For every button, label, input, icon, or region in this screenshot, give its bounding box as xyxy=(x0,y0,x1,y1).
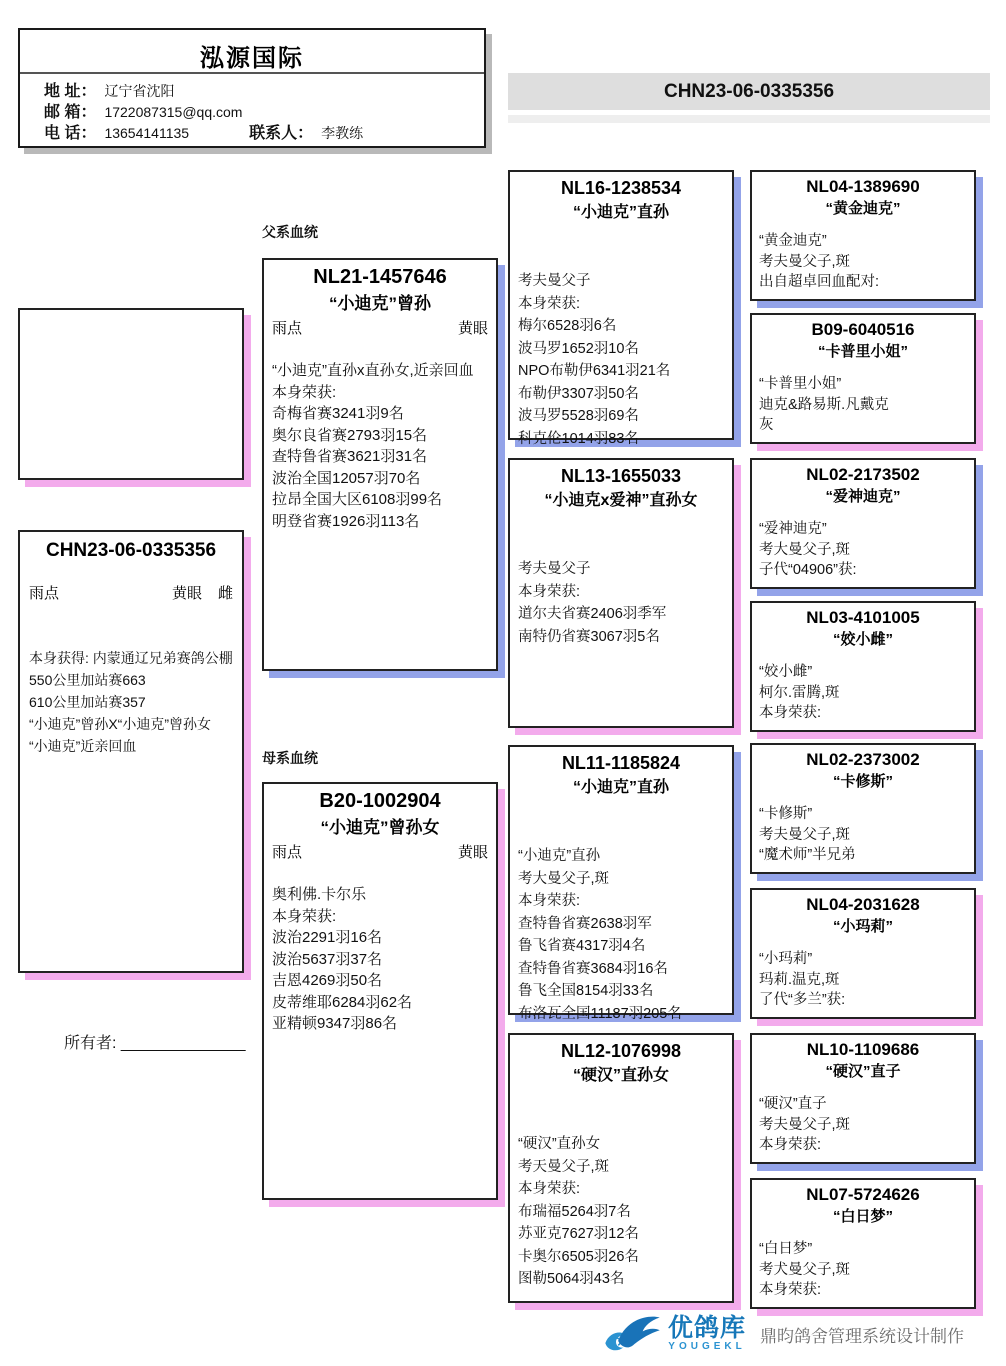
mother-ring-number: B20-1002904 xyxy=(319,790,441,812)
pigeon-name: “小迪克”直孙 xyxy=(572,204,669,221)
pigeon-name: “硬汉”直子 xyxy=(825,1063,901,1080)
maternal-lineage-label: 母系血统 xyxy=(262,750,318,766)
father-color-row xyxy=(272,317,488,338)
great-grandparent-box xyxy=(750,458,976,589)
contact-value: 李教练 xyxy=(321,125,364,141)
father-achievements: “小迪克”直孙x直孙女,近亲回血 本身荣获: 奇梅省赛3241羽9名 奥尔良省赛2793羽15名 查特鲁省赛3621羽31名 波治全国12057羽70名 拉昂全国大区6108羽99名 明登省赛1926羽113名 xyxy=(272,362,474,530)
pigeon-details: “小玛莉” 玛莉.温克,斑 了代“多兰”获: xyxy=(759,951,846,1008)
great-grandparent-box xyxy=(750,313,976,444)
pigeon-details: 考夫曼父子 本身荣获: 道尔夫省赛2406羽季军 南特仍省赛3067羽5名 xyxy=(518,561,667,645)
father-box xyxy=(262,258,498,671)
grandfather-maternal-box xyxy=(508,745,734,1022)
grandmother-paternal-box xyxy=(508,458,734,728)
ring-number: NL04-1389690 xyxy=(806,177,920,196)
ring-number: B09-6040516 xyxy=(811,320,915,339)
pigeon-name: “小迪克”直孙 xyxy=(572,779,669,796)
ring-number: NL02-2373002 xyxy=(806,750,920,769)
contact-label: 联系人： xyxy=(249,125,314,142)
logo-name-cn: 优鸽库 xyxy=(668,1314,747,1342)
subject-feather-color: 雨点 xyxy=(29,585,60,602)
mother-name: “小迪克”曾孙女 xyxy=(320,818,440,837)
loft-contact-info xyxy=(20,81,484,144)
mother-achievements: 奥利佛.卡尔乐 本身荣获: 波治2291羽16名 波治5637羽37名 吉恩4269羽50名 皮蒂维耶6284羽62名 亚精顿9347羽86名 xyxy=(272,886,413,1032)
ring-number: NL11-1185824 xyxy=(561,753,681,773)
subject-eye-color: 黄眼 xyxy=(171,585,202,602)
yougekl-bird-logo-icon xyxy=(600,1310,664,1358)
subject-achievements: 本身获得: 内蒙通辽兄弟赛鸽公棚 550公里加站赛663 610公里加站赛357 “小迪克”曾孙X“小迪克”曾孙女 “小迪克”近亲回血 xyxy=(29,650,233,754)
subject-ring-number: CHN23-06-0335356 xyxy=(45,540,217,561)
pigeon-name: “爱神迪克” xyxy=(825,488,901,505)
phone-label: 电 话： xyxy=(44,125,97,142)
pigeon-details: “卡修斯” 考夫曼父子,斑 “魔术师”半兄弟 xyxy=(759,806,856,863)
phone-row xyxy=(44,123,484,144)
phone-value: 13654141135 xyxy=(104,125,190,141)
subject-bird-box xyxy=(18,530,244,973)
pigeon-name: “小迪克x爱神”直孙女 xyxy=(544,492,698,509)
pigeon-details: “黄金迪克” 考夫曼父子,斑 出自超卓回血配对: xyxy=(759,233,880,290)
pigeon-details: “卡普里小姐” 迪克&路易斯.凡戴克 灰 xyxy=(759,376,889,433)
pigeon-name: “白日梦” xyxy=(832,1208,893,1225)
ring-number: NL02-2173502 xyxy=(806,465,920,484)
grandmother-maternal-box xyxy=(508,1033,734,1303)
mother-box xyxy=(262,782,498,1200)
pigeon-details: “硬汉”直孙女 考天曼父子,斑 本身荣获: 布瑞福5264羽7名 苏亚克7627羽12名 卡奥尔6505羽26名 图勒5064羽43名 xyxy=(518,1136,639,1287)
mother-feather-color: 雨点 xyxy=(272,844,303,861)
ring-banner-underline xyxy=(508,115,990,123)
ring-number: NL12-1076998 xyxy=(560,1041,682,1061)
great-grandparent-box xyxy=(750,1033,976,1164)
ring-number: NL07-5724626 xyxy=(806,1185,920,1204)
pigeon-details: 考夫曼父子 本身荣获: 梅尔6528羽6名 波马罗1652羽10名 NPO布勒伊6341羽21名 布勒伊3307羽50名 波马罗5528羽69名 科克伦1014羽83名 xyxy=(518,273,671,447)
owner-signature-line: 所有者: ______________ xyxy=(64,1035,246,1052)
pigeon-name: “卡修斯” xyxy=(832,773,893,790)
footer-branding xyxy=(600,1306,964,1362)
pigeon-details: “爱神迪克” 考大曼父子,斑 子代“04906”获: xyxy=(759,521,857,578)
mother-eye-color: 黄眼 xyxy=(457,844,488,861)
ring-number-banner: CHN23-06-0335356 xyxy=(508,73,990,110)
great-grandparent-box xyxy=(750,601,976,732)
ring-number: NL03-4101005 xyxy=(806,608,920,627)
father-ring-number: NL21-1457646 xyxy=(313,266,447,288)
pigeon-name: “卡普里小姐” xyxy=(817,343,908,360)
grandfather-paternal-box xyxy=(508,170,734,447)
mother-color-row xyxy=(272,841,488,862)
email-row xyxy=(44,102,484,123)
father-feather-color: 雨点 xyxy=(272,320,303,337)
subject-sex: 雌 xyxy=(217,585,233,602)
subject-eye-sex xyxy=(172,582,233,603)
pigeon-details: “硬汉”直子 考夫曼父子,斑 本身荣获: xyxy=(759,1096,851,1153)
address-label: 地 址： xyxy=(44,83,97,100)
logo-name-en: YOUGEKL xyxy=(668,1341,746,1352)
email-label: 邮 箱： xyxy=(44,104,97,121)
pigeon-details: “小迪克”直孙 考大曼父子,斑 本身荣获: 查特鲁省赛2638羽军 鲁飞省赛4317羽4名 查特鲁省赛3684羽16名 鲁飞全国8154羽33名 布洛瓦全国11187羽205名 xyxy=(518,848,682,1022)
system-credit-text: 鼎昀鸽舍管理系统设计制作 xyxy=(760,1326,965,1346)
great-grandparent-box xyxy=(750,888,976,1019)
logo-text xyxy=(668,1315,746,1353)
pigeon-photo-placeholder xyxy=(18,308,244,480)
pigeon-details: “姣小雌” 柯尔.雷腾,斑 本身荣获: xyxy=(759,664,840,721)
subject-color-row xyxy=(29,582,233,603)
father-eye-color: 黄眼 xyxy=(457,320,488,337)
great-grandparent-box xyxy=(750,743,976,874)
address-value: 辽宁省沈阳 xyxy=(104,83,175,99)
pigeon-details: “白日梦” 考犬曼父子,斑 本身荣获: xyxy=(759,1241,851,1298)
ring-number: NL10-1109686 xyxy=(806,1040,920,1059)
ring-number: NL13-1655033 xyxy=(560,466,682,486)
pigeon-name: “黄金迪克” xyxy=(825,200,901,217)
pigeon-name: “姣小雌” xyxy=(832,631,893,648)
pigeon-name: “硬汉”直孙女 xyxy=(572,1067,669,1084)
great-grandparent-box xyxy=(750,1178,976,1309)
pigeon-name: “小玛莉” xyxy=(832,918,893,935)
loft-name: 泓源国际 xyxy=(200,45,304,72)
ring-number: NL16-1238534 xyxy=(560,178,682,198)
father-name: “小迪克”曾孙 xyxy=(329,294,431,313)
great-grandparent-box xyxy=(750,170,976,301)
loft-header-box xyxy=(18,28,486,148)
ring-number: NL04-2031628 xyxy=(806,895,920,914)
paternal-lineage-label: 父系血统 xyxy=(262,224,318,240)
address-row xyxy=(44,81,484,102)
email-value: 1722087315@qq.com xyxy=(104,104,243,120)
